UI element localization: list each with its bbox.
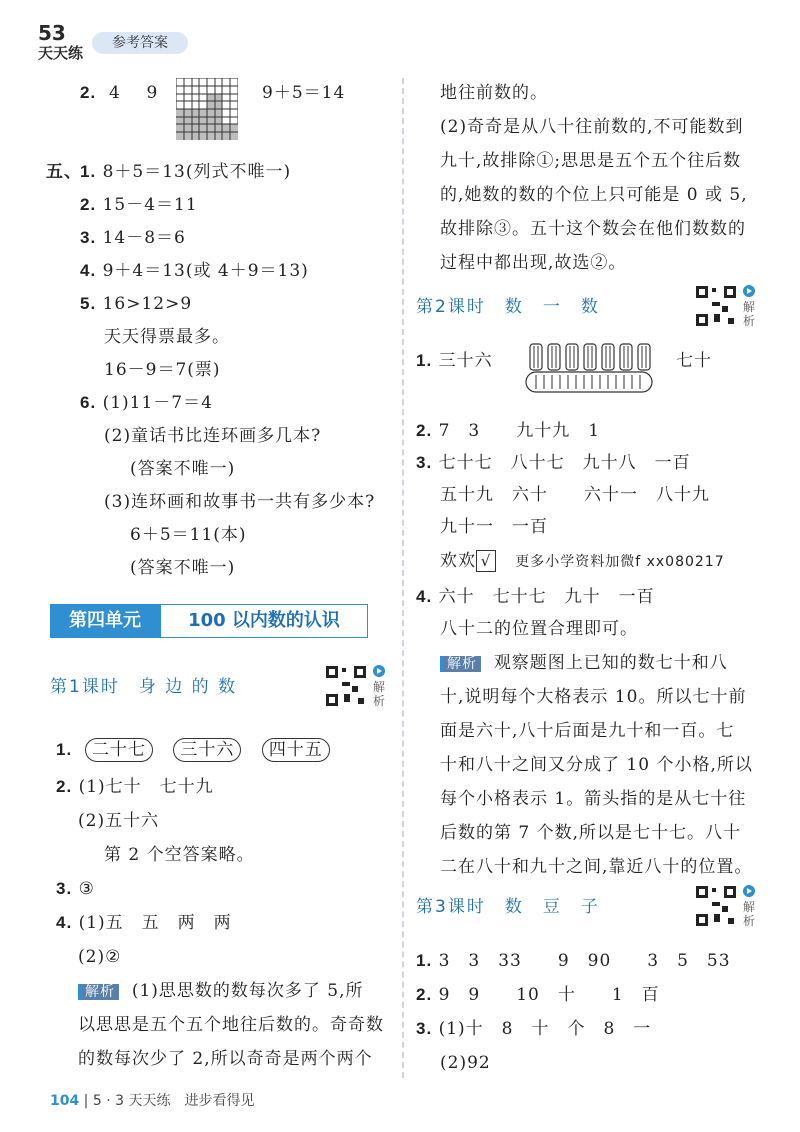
l1-q4-line: (2)②: [78, 947, 122, 967]
l1-jiexi-line: 的数每次少了 2,所以奇奇是两个两个: [78, 1049, 373, 1069]
sec5-item: 5. 16>12>9: [80, 294, 193, 314]
l3-q3: 3. (1)十 8 十 个 8 一: [416, 1019, 652, 1039]
answer-tag: 参考答案: [92, 32, 188, 54]
cont-line: 的,她数的数的个位上只可能是 0 或 5,: [440, 185, 748, 205]
q6-line: (答案不唯一): [130, 558, 236, 578]
cont-line: 过程中都出现,故选②。: [440, 253, 627, 273]
lesson1-title: 第1课时 身 边 的 数: [50, 677, 238, 697]
l2-jiexi-line: 十和八十之间又分成了 10 个小格,所以: [440, 755, 753, 775]
l3-q2: 2. 9 9 10 十 1 百: [416, 985, 660, 1005]
l2-jiexi-line: 面是六十,八十后面是九十和一百。七: [440, 721, 735, 741]
grid-figure: [176, 78, 238, 140]
l2-jiexi-line: 二在八十和九十之间,靠近八十的位置。: [440, 857, 753, 877]
l1-q2-line: 第 2 个空答案略。: [104, 845, 255, 865]
l1-q4: 4. (1)五 五 两 两: [56, 913, 232, 933]
page-number: 104: [50, 1093, 80, 1109]
q5-line: 16－9＝7(票): [104, 360, 221, 380]
l2-jiexi-line: 十,说明每个大格表示 10。所以七十前: [440, 687, 747, 707]
l1-q2: 2. (1)七十 七十九: [56, 777, 214, 797]
unit-label: 第四单元: [50, 604, 160, 638]
column-divider: [402, 78, 404, 1078]
q6-line: (3)连环画和故事书一共有多少本?: [104, 492, 376, 512]
sec5-item: 3. 14－8＝6: [80, 228, 186, 248]
l2-q4: 4. 六十 七十七 九十 一百: [416, 587, 655, 607]
l2-q3: 3. 七十七 八十七 九十八 一百: [416, 453, 691, 473]
qr-label: 解析: [743, 300, 756, 328]
page-footer: 104 | 5 · 3 天天练 进步看得见: [50, 1093, 255, 1109]
l3-q1: 1. 3 3 33 9 90 3 5 53: [416, 951, 731, 971]
jiexi-tag: 解析: [440, 656, 481, 672]
q6-line: 6＋5＝11(本): [130, 525, 247, 545]
lesson3-title: 第3课时 数 豆 子: [416, 897, 600, 917]
sec5-label: 五、: [46, 162, 82, 182]
play-icon: [742, 884, 756, 898]
l2-jiexi-line: 每个小格表示 1。箭头指的是从七十往: [440, 789, 747, 809]
sec5-item: 2. 15－4＝11: [80, 195, 198, 215]
q6-line: (2)童话书比连环画多几本?: [104, 426, 322, 446]
l1-jiexi: 解析 (1)思思数的数每次多了 5,所: [78, 980, 364, 1002]
svg-text:53: 53: [38, 21, 66, 45]
sec5-item: 1. 8＋5＝13(列式不唯一): [80, 162, 292, 182]
counting-sticks-figure: [524, 340, 654, 396]
cont-line: 地往前数的。: [440, 83, 548, 103]
l1-q1: 1. 二十七 三十六 四十五: [56, 738, 344, 762]
unit-title: 100 以内数的认识: [160, 604, 368, 638]
l2-q2: 2. 7 3 九十九 1: [416, 421, 601, 441]
l2-q3-line: 五十九 六十 六十一 八十九: [440, 485, 710, 505]
circled-answer: 四十五: [262, 738, 330, 762]
q6-line: 6. (1)11－7＝4: [80, 393, 213, 413]
l2-q1-answer: 七十: [676, 351, 712, 371]
check-icon: √: [476, 550, 496, 572]
l2-q1: 1. 三十六: [416, 351, 493, 371]
play-icon: [742, 284, 756, 298]
sec5-item: 4. 9＋4＝13(或 4＋9＝13): [80, 261, 309, 281]
l1-q2-line: (2)五十六: [78, 811, 160, 831]
qr-code-icon[interactable]: [324, 664, 368, 708]
l1-jiexi-line: 以思思是五个五个地往后数的。奇奇数: [78, 1015, 384, 1035]
cont-line: 九十,故排除①;思思是五个五个往后数: [440, 151, 742, 171]
circled-answer: 三十六: [173, 738, 241, 762]
play-icon: [372, 664, 386, 678]
cont-line: (2)奇奇是从八十往前数的,不可能数到: [440, 117, 744, 137]
q6-line: (答案不唯一): [130, 459, 236, 479]
lesson2-title: 第2课时 数 一 数: [416, 297, 600, 317]
l1-q3: 3. ③: [56, 879, 95, 899]
q5-line: 天天得票最多。: [104, 327, 230, 347]
qr-label: 解析: [743, 900, 756, 928]
qr-code-icon[interactable]: [694, 884, 738, 928]
svg-text:天天练: 天天练: [38, 44, 84, 62]
jiexi-tag: 解析: [78, 984, 119, 1000]
circled-answer: 二十七: [85, 738, 153, 762]
footer-text: 5 · 3 天天练 进步看得见: [92, 1093, 255, 1109]
q2-equation: 9＋5＝14: [262, 83, 346, 103]
l2-q3-line: 欢欢 √ 更多小学资料加微f xx080217: [440, 551, 725, 571]
cont-line: 故排除③。五十这个数会在他们数数的: [440, 219, 746, 239]
qr-code-icon[interactable]: [694, 284, 738, 328]
l2-q3-line: 九十一 一百: [440, 517, 548, 537]
l2-q4-line: 八十二的位置合理即可。: [440, 619, 638, 639]
qr-label: 解析: [373, 680, 386, 708]
promo-text: 更多小学资料加微f xx080217: [515, 554, 725, 570]
l2-jiexi: 解析 观察题图上已知的数七十和八: [440, 652, 728, 674]
q2-top: 2. 4 9: [80, 83, 159, 103]
brand-logo: [36, 18, 92, 62]
l2-jiexi-line: 后数的第 7 个数,所以是七十七。八十: [440, 823, 742, 843]
l3-q3-line: (2)92: [440, 1053, 491, 1073]
